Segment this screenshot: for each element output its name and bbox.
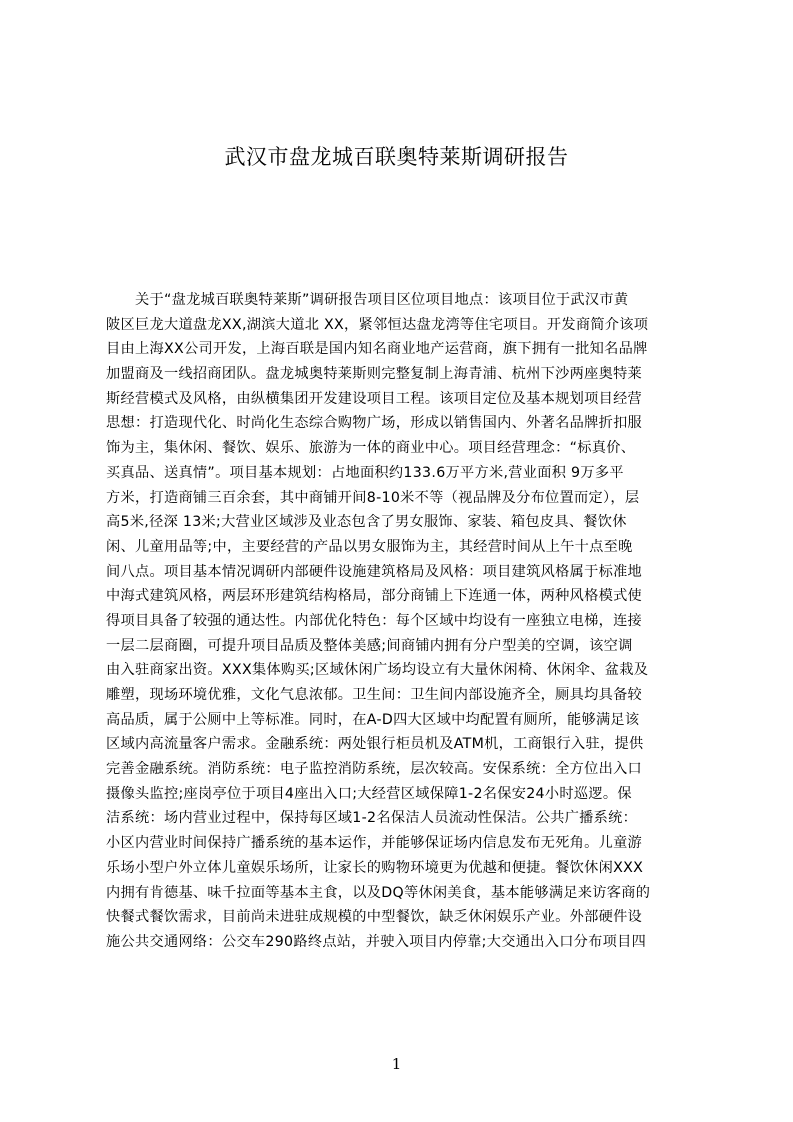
body-line: 买真品、送真情”。项目基本规划：占地面积约133.6万平方米,营业面积 9万多平 xyxy=(106,464,624,481)
body-line: 由入驻商家出资。XXX集体购买;区域休闲广场均设立有大量休闲椅、休闲伞、盆栽及 xyxy=(106,662,649,679)
body-line: 施公共交通网络：公交车290路终点站，并驶入项目内停靠;大交通出入口分布项目四 xyxy=(106,933,647,950)
page-number: 1 xyxy=(391,1055,402,1073)
body-line: 间八点。项目基本情况调研内部硬件设施建筑格局及风格：项目建筑风格属于标准地 xyxy=(106,563,643,580)
body-line: 小区内营业时间保持广播系统的基本运作，并能够保证场内信息发布无死角。儿童游 xyxy=(106,835,643,852)
body-line: 摄像头监控;座岗亭位于项目4座出入口;大经营区域保障1-2名保安24小时巡逻。保 xyxy=(106,785,632,802)
body-line: 闲、儿童用品等;中，主要经营的产品以男女服饰为主，其经营时间从上午十点至晚 xyxy=(106,538,633,555)
body-line: 雕塑，现场环境优雅，文化气息浓郁。卫生间：卫生间内部设施齐全，厕具均具备较 xyxy=(106,687,643,703)
body-line: 区域内高流量客户需求。金融系统：两处银行柜员机及ATM机，工商银行入驻，提供 xyxy=(106,736,644,753)
body-line: 斯经营模式及风格，由纵横集团开发建设项目工程。该项目定位及基本规划项目经营 xyxy=(106,390,643,407)
body-paragraph xyxy=(106,288,698,950)
body-line: 高5米,径深 13米;大营业区域涉及业态包含了男女服饰、家装、箱包皮具、餐饮休 xyxy=(106,514,627,531)
body-line: 快餐式餐饮需求，目前尚未进驻成规模的中型餐饮，缺乏休闲娱乐产业。外部硬件设 xyxy=(106,909,643,926)
body-line: 加盟商及一线招商团队。盘龙城奥特莱斯则完整复制上海青浦、杭州下沙两座奥特莱 xyxy=(106,366,643,383)
body-line: 内拥有肯德基、味千拉面等基本主食，以及DQ等休闲美食，基本能够满足来访客商的 xyxy=(106,884,651,901)
body-line: 洁系统：场内营业过程中，保持每区域1-2名保洁人员流动性保洁。公共广播系统： xyxy=(106,810,638,827)
body-line: 高品质，属于公厕中上等标准。同时，在A-D四大区域中均配置有厕所，能够满足该 xyxy=(106,711,640,728)
body-line: 陂区巨龙大道盘龙XX,湖滨大道北 XX，紧邻恒达盘龙湾等住宅项目。开发商简介该项 xyxy=(106,316,649,333)
body-line: 关于“盘龙城百联奥特莱斯”调研报告项目区位项目地点：该项目位于武汉市黄 xyxy=(106,292,629,308)
body-line: 完善金融系统。消防系统：电子监控消防系统，层次较高。安保系统：全方位出入口 xyxy=(106,761,643,778)
body-line: 乐场小型户外立体儿童娱乐场所，让家长的购物环境更为优越和便捷。餐饮休闲XXX xyxy=(106,859,644,876)
body-line: 得项目具备了较强的通达性。内部优化特色：每个区域中均设有一座独立电梯，连接 xyxy=(106,612,643,629)
document-title: 武汉市盘龙城百联奥特莱斯调研报告 xyxy=(224,145,569,169)
body-line: 目由上海XX公司开发，上海百联是国内知名商业地产运营商，旗下拥有一批知名品牌 xyxy=(106,341,648,358)
body-line: 中海式建筑风格，两层环形建筑结构格局，部分商铺上下连通一体，两种风格模式使 xyxy=(106,588,643,605)
body-line: 一层二层商圈，可提升项目品质及整体美感;间商铺内拥有分户型美的空调，该空调 xyxy=(106,637,633,654)
body-line: 思想：打造现代化、时尚化生态综合购物广场，形成以销售国内、外著名品牌折扣服 xyxy=(106,415,643,432)
body-line: 饰为主，集休闲、餐饮、娱乐、旅游为一体的商业中心。项目经营理念：“标真价、 xyxy=(106,440,636,457)
body-line: 方米，打造商铺三百余套，其中商铺开间8-10米不等（视品牌及分布位置而定），层 xyxy=(106,489,640,506)
